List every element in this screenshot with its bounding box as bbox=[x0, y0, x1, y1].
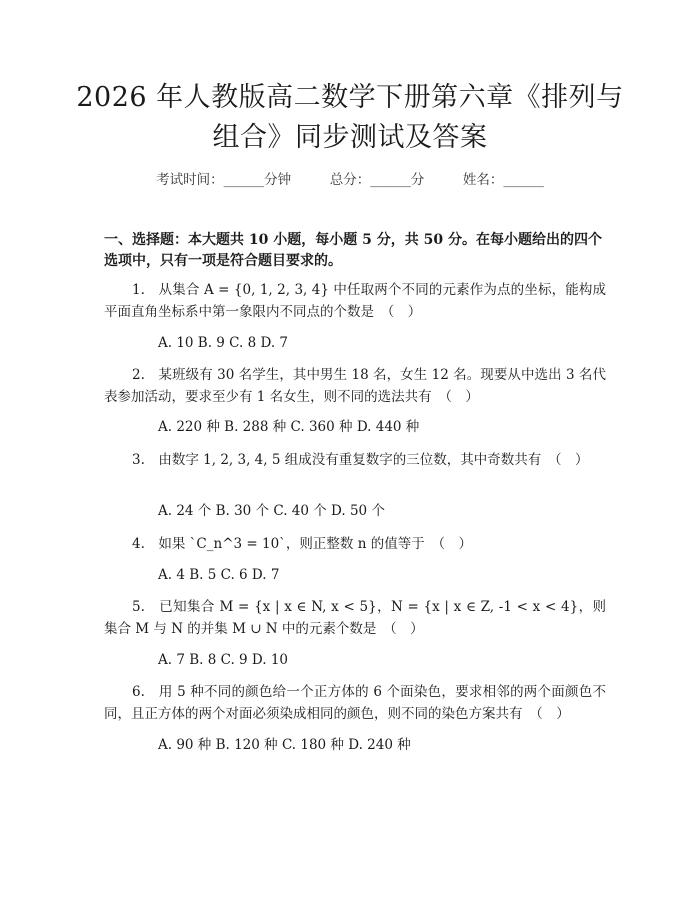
question-1-options: A. 10 B. 9 C. 8 D. 7 bbox=[158, 335, 289, 351]
question-2-options: A. 220 种 B. 288 种 C. 360 种 D. 440 种 bbox=[158, 419, 420, 435]
question-6-options: A. 90 种 B. 120 种 C. 180 种 D. 240 种 bbox=[158, 737, 411, 753]
section-heading-multiple-choice: 一、选择题：本大题共 10 小题，每小题 5 分，共 50 分。在每小题给出的四个选项中，只有一项是符合题目要求的。 bbox=[104, 232, 602, 269]
document-title-line-1: 2026 年人教版高二数学下册第六章《排列与 bbox=[76, 82, 624, 113]
question-6: 6. 用 5 种不同的颜色给一个正方体的 6 个面染色，要求相邻的两个面颜色不同，且正方体的两个对面必须染成相同的颜色，则不同的染色方案共有 （ ） bbox=[104, 684, 606, 722]
question-5-options: A. 7 B. 8 C. 9 D. 10 bbox=[158, 652, 289, 668]
question-4: 4. 如果 `C_n^3 = 10`，则正整数 n 的值等于 （ ） bbox=[132, 536, 472, 552]
student-name-field: 姓名：______ bbox=[462, 172, 544, 188]
document-title-line-2: 组合》同步测试及答案 bbox=[212, 122, 488, 153]
question-4-options: A. 4 B. 5 C. 6 D. 7 bbox=[158, 567, 280, 583]
question-3: 3. 由数字 1, 2, 3, 4, 5 组成没有重复数字的三位数，其中奇数共有 （ ） bbox=[132, 452, 589, 468]
question-5: 5. 已知集合 M = {x | x ∈ N, x < 5}，N = {x | x ∈ Z, -1 < x < 4}，则集合 M 与 N 的并集 M ∪ N 中的元素个数是 （ ） bbox=[104, 599, 606, 637]
document-title bbox=[60, 78, 640, 158]
question-1: 1. 从集合 A = {0, 1, 2, 3, 4} 中任取两个不同的元素作为点的坐标，能构成平面直角坐标系中第一象限内不同点的个数是 （ ） bbox=[104, 282, 606, 320]
exam-time-field: 考试时间：______分钟 bbox=[156, 172, 292, 188]
question-2: 2. 某班级有 30 名学生，其中男生 18 名，女生 12 名。现要从中选出 3 名代表参加活动，要求至少有 1 名女生，则不同的选法共有 （ ） bbox=[104, 367, 606, 405]
question-3-options: A. 24 个 B. 30 个 C. 40 个 D. 50 个 bbox=[158, 503, 385, 519]
total-score-field: 总分：______分 bbox=[329, 172, 425, 188]
exam-info-line bbox=[0, 168, 700, 188]
